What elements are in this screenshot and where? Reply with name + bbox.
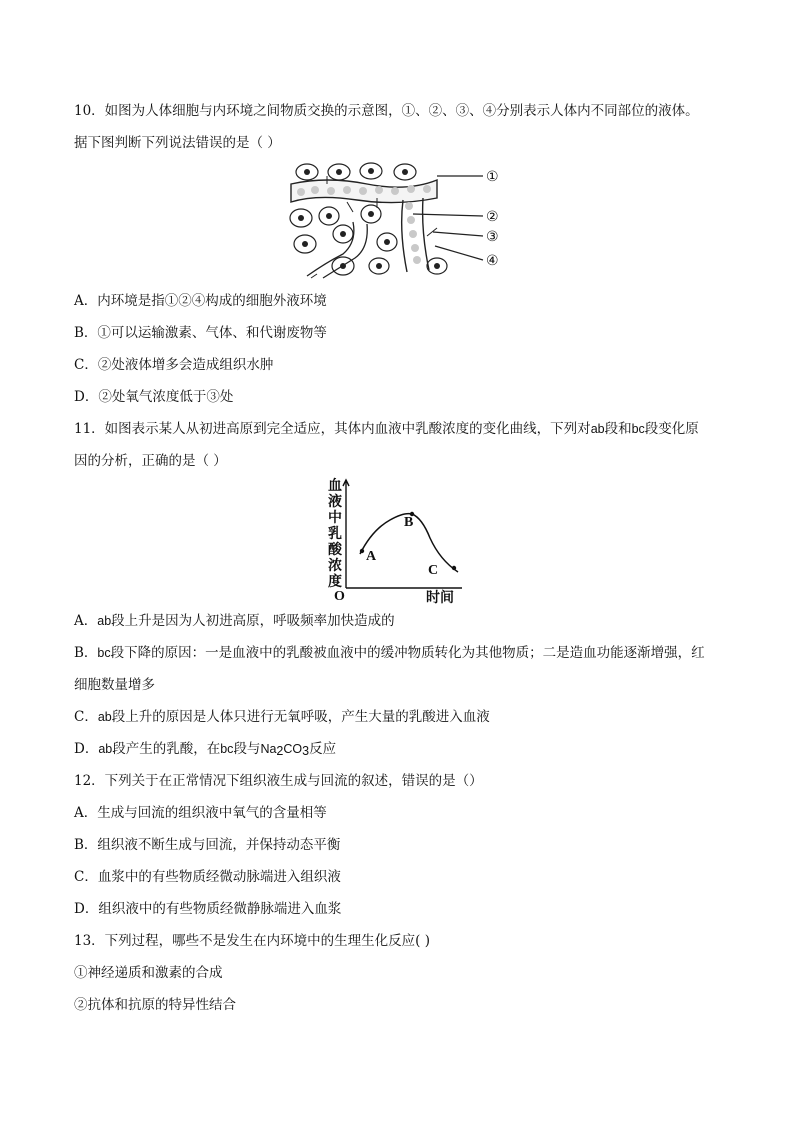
q10-figure — [287, 162, 519, 280]
point-a-label: A — [366, 549, 377, 564]
lactic-acid-curve-chart — [326, 476, 468, 606]
q11-stem-line2: 因的分析，正确的是（ ） — [74, 453, 227, 469]
q10-option-b: B．①可以运输激素、气体、和代谢废物等 — [74, 325, 327, 341]
ylabel-char-7: 度 — [328, 574, 342, 590]
ylabel-char-4: 乳 — [328, 526, 342, 542]
diagram-label-4: ④ — [486, 253, 499, 269]
q11-figure — [326, 476, 468, 606]
q11-option-c: C．ab段上升的原因是人体只进行无氧呼吸，产生大量的乳酸进入血液 — [74, 709, 490, 725]
q10-option-c: C．②处液体增多会造成组织水肿 — [74, 357, 274, 373]
diagram-label-2: ② — [486, 209, 499, 225]
q12-option-d: D．组织液中的有些物质经微静脉端进入血浆 — [74, 901, 342, 917]
x-axis-label: 时间 — [426, 590, 454, 606]
q12-stem: 12．下列关于在正常情况下组织液生成与回流的叙述，错误的是（） — [74, 773, 483, 789]
q12-option-c: C．血浆中的有些物质经微动脉端进入组织液 — [74, 869, 341, 885]
q11-stem-line1: 11．如图表示某人从初进高原到完全适应，其体内血液中乳酸浓度的变化曲线，下列对ab段和bc段变化原 — [74, 421, 699, 437]
ylabel-char-2: 液 — [328, 494, 342, 510]
diagram-label-1: ① — [486, 169, 499, 185]
cell-exchange-diagram — [287, 162, 519, 280]
q12-option-a: A．生成与回流的组织液中氧气的含量相等 — [74, 805, 327, 821]
point-c-marker — [452, 566, 456, 570]
ylabel-char-5: 酸 — [328, 542, 342, 558]
q10-option-a: A．内环境是指①②④构成的细胞外液环境 — [74, 293, 327, 309]
q10-option-d: D．②处氧气浓度低于③处 — [74, 389, 234, 405]
point-b-label: B — [404, 515, 414, 530]
diagram-label-3: ③ — [486, 229, 499, 245]
q11-option-b-line2: 细胞数量增多 — [74, 677, 155, 693]
ylabel-char-6: 浓 — [328, 558, 342, 574]
ylabel-char-1: 血 — [328, 478, 342, 494]
q13-stem: 13．下列过程，哪些不是发生在内环境中的生理生化反应( ) — [74, 933, 431, 949]
q11-option-d: D．ab段产生的乳酸，在bc段与$Na_2CO_3$反应 — [74, 741, 337, 758]
q10-stem-line2: 据下图判断下列说法错误的是（ ） — [74, 135, 281, 151]
point-c-label: C — [428, 563, 439, 578]
q11-option-b: B．bc段下降的原因：一是血液中的乳酸被血液中的缓冲物质转化为其他物质；二是造血功能逐渐增强，红 — [74, 645, 705, 661]
ylabel-char-3: 中 — [328, 510, 342, 526]
q13-item-1: ①神经递质和激素的合成 — [74, 965, 223, 981]
q11-option-a: A．ab段上升是因为人初进高原，呼吸频率加快造成的 — [74, 613, 395, 629]
point-a-marker — [360, 549, 364, 553]
q13-item-2: ②抗体和抗原的特异性结合 — [74, 997, 236, 1013]
q12-option-b: B．组织液不断生成与回流，并保持动态平衡 — [74, 837, 341, 853]
q10-stem-line1: 10．如图为人体细胞与内环境之间物质交换的示意图，①、②、③、④分别表示人体内不同部位的液体。 — [74, 103, 699, 119]
origin-label: O — [334, 589, 345, 604]
